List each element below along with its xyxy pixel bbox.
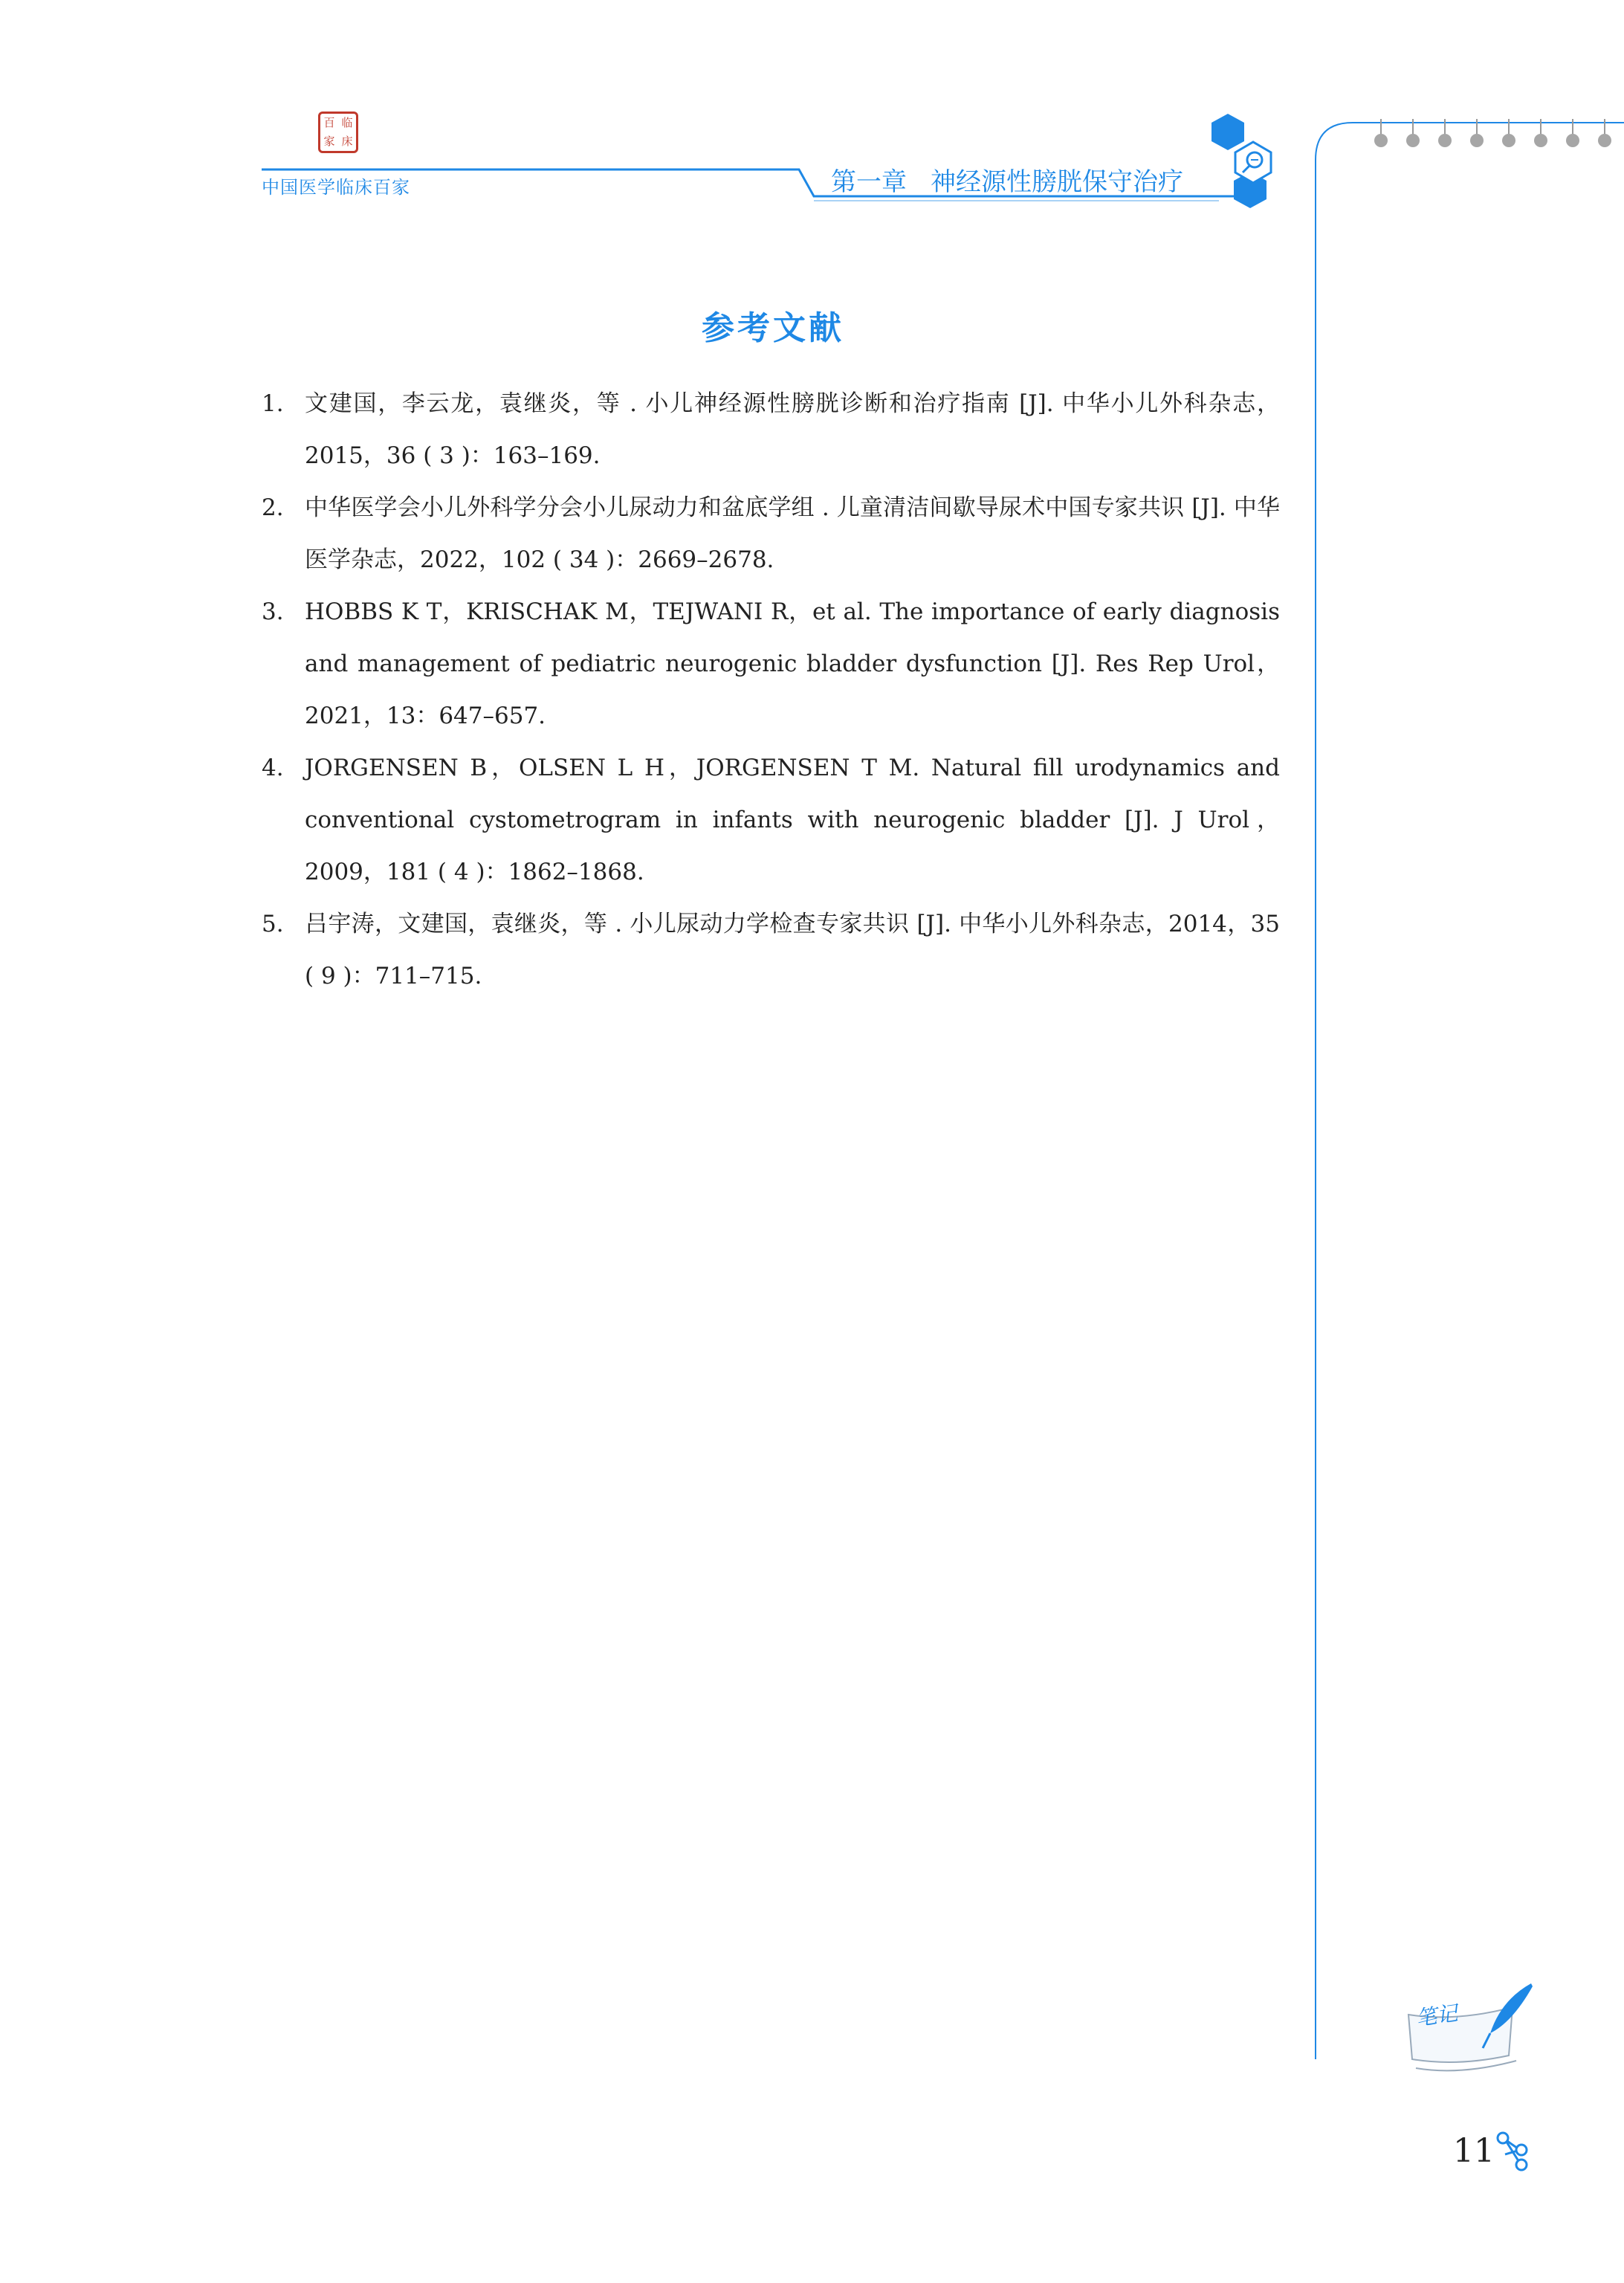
- reference-item: [262, 378, 1280, 482]
- chapter-heading: [831, 161, 1183, 198]
- chapter-label: 第一章: [831, 167, 907, 197]
- ring-binder-icon: [1316, 119, 1624, 2059]
- reference-item: [262, 482, 1280, 586]
- reference-item: [262, 586, 1280, 742]
- reference-text: 中华医学会小儿外科学分会小儿尿动力和盆底学组 . 儿童清洁间歇导尿术中国专家共识 [J]. 中华医学杂志，2022，102 ( 34 )：2669–2678.: [305, 494, 1280, 573]
- reference-number: 5.: [262, 911, 284, 937]
- reference-text: 吕宇涛，文建国，袁继炎，等 . 小儿尿动力学检查专家共识 [J]. 中华小儿外科杂志，2014，35 ( 9 )：711–715.: [305, 911, 1280, 989]
- reference-number: 3.: [262, 598, 284, 625]
- reference-text: HOBBS K T，KRISCHAK M，TEJWANI R，et al. The importance of early diagnosis and management of pediatric neurogenic bladder dysfunction [J]. Res Rep Urol，2021，13：647–657.: [305, 598, 1280, 729]
- magnifier-icon: [1235, 142, 1271, 183]
- reference-item: [262, 742, 1280, 898]
- notes-label: 笔记: [1414, 2001, 1460, 2031]
- reference-text: JORGENSEN B，OLSEN L H，JORGENSEN T M. Natural fill urodynamics and conventional cystometrogram in infants with neurogenic bladder [J]. J Urol，2009，181 ( 4 )：1862–1868.: [305, 755, 1280, 885]
- reference-number: 4.: [262, 755, 284, 781]
- page-number: 11: [1453, 2132, 1495, 2170]
- reference-item: [262, 898, 1280, 1002]
- brand-name: 中国医学临床百家: [262, 177, 410, 198]
- logo-seal-icon: 百 临 家 床: [318, 112, 358, 153]
- page-title: 参考文献: [702, 309, 844, 347]
- share-icon: [1498, 2133, 1527, 2170]
- reference-number: 1.: [262, 390, 284, 417]
- chapter-title: 神经源性膀胱保守治疗: [931, 167, 1183, 197]
- reference-number: 2.: [262, 494, 284, 521]
- reference-list: [262, 378, 1280, 1002]
- reference-text: 文建国，李云龙，袁继炎，等 . 小儿神经源性膀胱诊断和治疗指南 [J]. 中华小儿外科杂志，2015，36 ( 3 )：163–169.: [305, 390, 1280, 469]
